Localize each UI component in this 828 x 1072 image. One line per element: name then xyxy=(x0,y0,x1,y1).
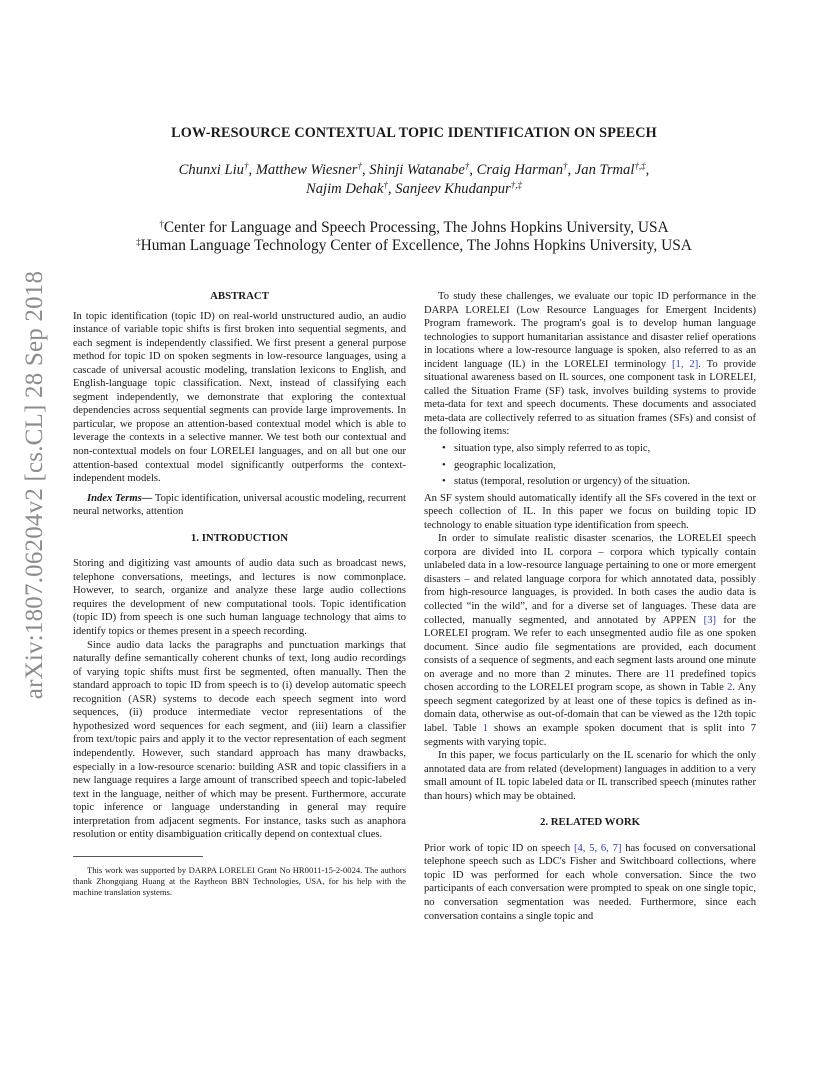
table-reference-link[interactable]: 2 xyxy=(727,682,733,694)
table-reference-link[interactable]: 1 xyxy=(482,722,488,734)
il-scenario-paragraph: In this paper, we focus particularly on the IL scenario for which the only annotated data are from related (development) languages in addition to a very small amount of IL topic labeled data or IL transcribed speech (minutes rather than hours) which may be obtained. xyxy=(424,750,756,802)
paragraph-text: shows an example spoken document that is split into 7 segments with varying topic. xyxy=(424,722,757,748)
intro-paragraph-2: Since audio data lacks the paragraphs and punctuation markings that naturally define semantically coherent chunks of text, long audio recordings of varying topic shifts must first be segmented, often manually. Then the standard approach to topic ID from speech is to (i) develop automatic speech recognition (ASR) systems to decode each speech segment into word sequences, (ii) produce intermediate vector representations of the hypothesized word sequences for each segment, and (iii) learn a classifier from text/topic pairs and apply it to the vector representation of each segment independently. However, such standard approach has many drawbacks, especially in a low-resource scenario: building ASR and topic classifiers in a new language requires a large amount of transcribed speech and topic-labeled text in the language, neither of which may be present. Furthermore, accurate topic inference or language understanding in general may require interpretation from adjacent segments. For instance, tasks such as anaphora resolution or entity disambiguation critically depend on contextual clues. xyxy=(73,639,406,841)
paragraph-text: . To provide situational awareness based on IL sources, one component task in LORELEI, called the Situation Frame (SF) task, involves building systems to provide meta-data for text and speech documents. These documents and associated meta-data are collectively referred to as situation frames (SFs) and consist of the following items: xyxy=(424,358,756,438)
affiliation-mark: † xyxy=(243,161,249,171)
lorelei-paragraph xyxy=(424,290,756,439)
paragraph-text: . Any speech segment categorized by at least one of these topics is defined as in-domain data, otherwise as out-of-domain that can be viewed as the 12th topic label. Table xyxy=(424,682,756,734)
author-line-1 xyxy=(0,162,828,179)
paragraph-text: To study these challenges, we evaluate our topic ID performance in the DARPA LORELEI (Low Resource Languages for Emergent Incidents) Program framework. The program's goal is to develop human language technologies to support humanitarian assistance and disaster relief operations in locations where a low-resource language is spoken, also referred to as an incident language (IL) in the LORELEI terminology xyxy=(424,291,756,370)
affiliation-1 xyxy=(0,219,828,237)
index-terms xyxy=(73,492,406,519)
affiliation-2 xyxy=(0,237,828,255)
affiliation-mark: † xyxy=(464,161,470,171)
corpora-paragraph xyxy=(424,532,756,749)
author-name: , Jan Trmal xyxy=(567,162,635,178)
paper-title: LOW-RESOURCE CONTEXTUAL TOPIC IDENTIFICATION ON SPEECH xyxy=(171,125,657,141)
citation-link[interactable]: [3] xyxy=(703,614,717,626)
sf-system-paragraph: An SF system should automatically identify all the SFs covered in the text or speech collection of IL. In this paper we focus on building topic ID technology to enable situation type identification from speech. xyxy=(424,492,756,531)
author-name: , Matthew Wiesner xyxy=(248,162,358,178)
affiliation-mark: † xyxy=(383,180,388,190)
affiliation-mark: † xyxy=(563,161,568,171)
right-column xyxy=(424,290,756,923)
author-name: , Craig Harman xyxy=(469,162,563,178)
related-work-paragraph xyxy=(424,842,756,923)
author-separator: , xyxy=(645,162,650,178)
author-name: Najim Dehak xyxy=(306,181,384,197)
funding-footnote: This work was supported by DARPA LORELEI Grant No HR0011-15-2-0024. The authors thank Zhongqiang Huang at the Raytheon BBN Technologies, USA, for his help with the machine translation systems. xyxy=(73,864,406,897)
abstract-heading: ABSTRACT xyxy=(210,290,269,302)
citation-link[interactable]: [4, 5, 6, 7] xyxy=(573,842,622,854)
author-name: , Shinji Watanabe xyxy=(362,162,465,178)
paragraph-text: has focused on conversational telephone speech such as LDC's Fisher and Switchboard collections, where topic ID was performed for each whole conversation. Since the two participants of each conversation were prompted to speak on one single topic, no conversation segmentation was needed. Furthermore, since each conversation contains a single topic and xyxy=(424,842,757,922)
related-work-heading: 2. RELATED WORK xyxy=(539,816,641,829)
abstract-text: In topic identification (topic ID) on real-world unstructured audio, an audio instance of variable topic shifts is first broken into sequential segments, and each segment is independently classified. We first present a general purpose method for topic ID on spoken segments in low-resource languages, using a cascade of universal acoustic modeling, translation lexicons to English, and English-language topic classification. Next, instead of classifying each segment independently, we demonstrate that exploring the contextual dependencies across sequential segments can provide large improvements. In particular, we propose an attention-based contextual model which is able to leverage the contexts in a selective manner. We test both our contextual and non-contextual models on four LORELEI languages, and on all but one our attention-based contextual model significantly outperforms the context-independent models. xyxy=(73,310,406,485)
citation-link[interactable]: [1, 2] xyxy=(672,358,699,370)
list-item: • geographic localization, xyxy=(454,459,756,473)
affiliation-text: Center for Language and Speech Processing, The Johns Hopkins University, USA xyxy=(163,219,669,236)
arxiv-id-text: arXiv:1807.06204v2 [cs.CL] 28 Sep 2018 xyxy=(21,270,48,700)
index-terms-text: Topic identification, universal acoustic modeling, recurrent neural networks, attention xyxy=(73,492,406,518)
paragraph-text: Prior work of topic ID on speech xyxy=(424,842,574,854)
introduction-heading: 1. INTRODUCTION xyxy=(190,531,289,544)
affiliation-mark: ‡ xyxy=(136,237,141,247)
list-item: • status (temporal, resolution or urgency) of the situation. xyxy=(454,475,756,489)
footnote-divider xyxy=(73,856,203,857)
affiliation-mark: †,‡ xyxy=(634,161,646,171)
author-name: Chunxi Liu xyxy=(178,162,244,178)
left-column xyxy=(73,290,406,898)
affiliation-mark: †,‡ xyxy=(510,180,522,190)
arxiv-identifier-sidebar xyxy=(18,270,52,700)
intro-paragraph-1: Storing and digitizing vast amounts of audio data such as broadcast news, telephone conversations, meetings, and lectures is now commonplace. However, to search, organize and analyze these large audio collections requires the development of new computational tools. Topic identification (topic ID) from speech is one such human language technology that aims to identify topics or themes present in a speech recording. xyxy=(73,558,406,638)
affiliation-text: Human Language Technology Center of Excellence, The Johns Hopkins University, USA xyxy=(140,237,692,254)
paragraph-text: for the LORELEI program. We refer to each unsegmented audio file as one spoken document. Since audio file segmentations are provided, each document consists of a sequence of segments, and each segment lasts around one minute on average and no more than 2 minutes. There are 11 predefined topics chosen according to the LORELEI program scope, as shown in Table xyxy=(424,614,757,694)
affiliation-mark: † xyxy=(159,219,164,229)
list-item: • situation type, also simply referred to as topic, xyxy=(454,442,756,456)
index-terms-label: Index Terms— xyxy=(87,492,153,504)
author-line-2 xyxy=(0,181,828,198)
author-name: , Sanjeev Khudanpur xyxy=(387,181,511,197)
situation-frame-items xyxy=(424,442,756,489)
paragraph-text: In order to simulate realistic disaster scenarios, the LORELEI speech corpora are divided into IL corpora – corpora which typically contain unlabeled data in a low-resource language pertaining to one or more emergent disasters – and related language corpora for which annotated data, possibly from high-resource languages, is provided. In both cases the audio data is collected “in the wild”, and for a diverse set of languages. These data are collected, manually segmented, and annotated by APPEN xyxy=(424,533,756,626)
affiliation-mark: † xyxy=(357,161,362,171)
